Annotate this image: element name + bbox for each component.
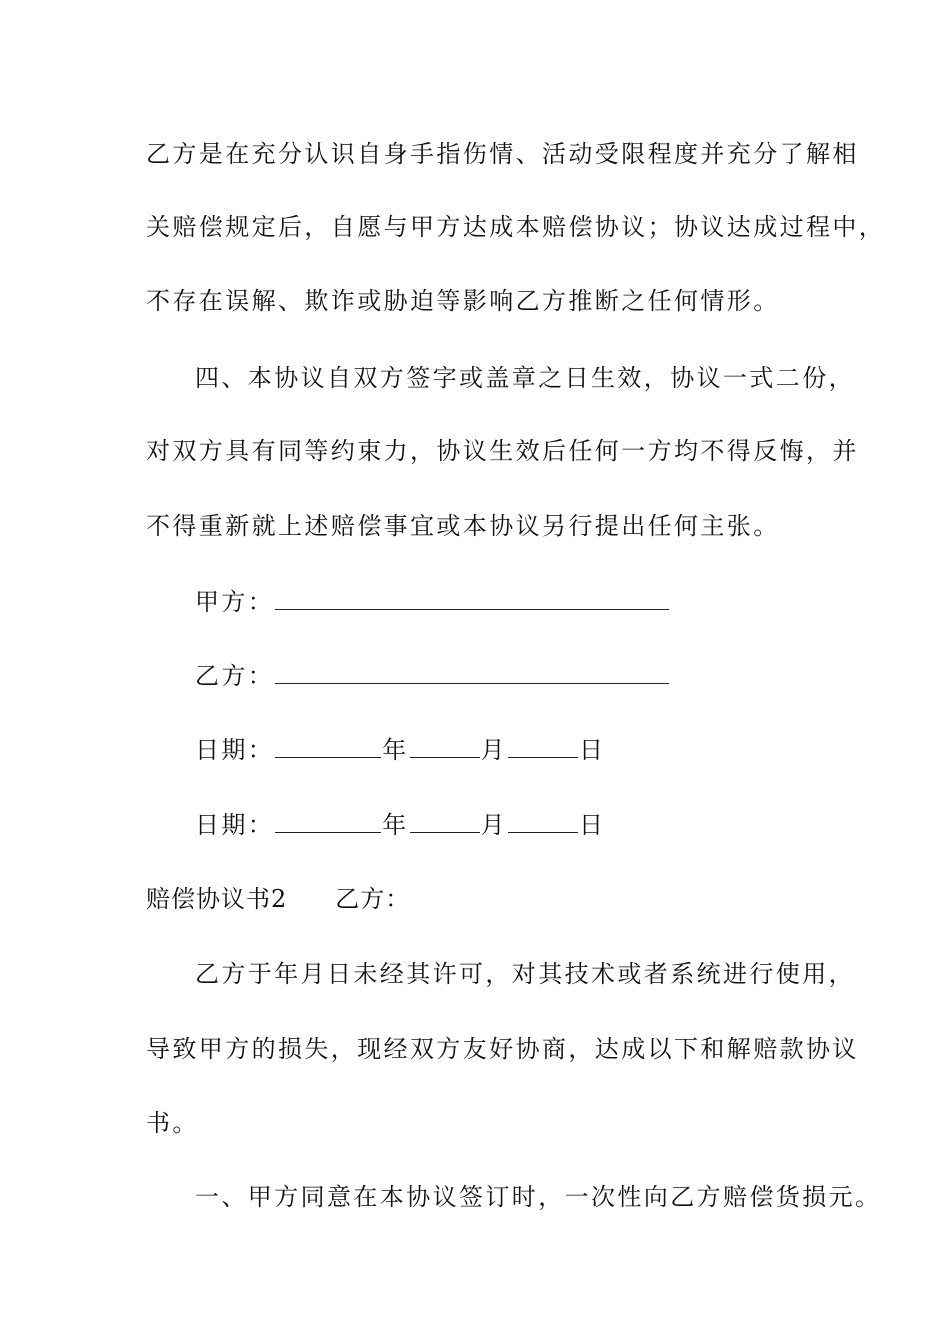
day-blank [508, 808, 578, 833]
p1-line2: 关赔偿规定后，自愿与甲方达成本赔偿协议；协议达成过程中， [146, 213, 886, 241]
p1-line1: 乙方是在充分认识自身手指伤情、活动受限程度并充分了解相 [146, 140, 859, 168]
p2-line1: 四、本协议自双方签字或盖章之日生效，协议一式二份， [195, 364, 855, 392]
year-blank [275, 808, 381, 833]
section2-heading: 赔偿协议书2 [146, 885, 288, 913]
party-b-label: 乙方： [195, 662, 275, 690]
p3-line3: 书。 [146, 1109, 199, 1137]
year-label: 年 [382, 811, 409, 839]
month-label: 月 [480, 736, 508, 764]
day-blank [508, 733, 578, 758]
p3-line1: 乙方于年月日未经其许可，对其技术或者系统进行使用， [195, 960, 855, 988]
party-b-signature-line [195, 659, 670, 692]
date-label: 日期： [195, 736, 275, 764]
month-blank [410, 733, 480, 758]
p3-line2: 导致甲方的损失，现经双方友好协商，达成以下和解赔款协议 [146, 1035, 859, 1063]
p1-line3: 不存在误解、欺诈或胁迫等影响乙方推断之任何情形。 [146, 287, 780, 315]
day-label: 日 [579, 811, 606, 839]
p4-line1: 一、甲方同意在本协议签订时，一次性向乙方赔偿货损元。 [195, 1183, 882, 1211]
year-label: 年 [382, 736, 409, 764]
party-a-signature-line [195, 585, 670, 618]
section2-heading-line [146, 883, 410, 915]
date-label: 日期： [195, 811, 275, 839]
p2-line3: 不得重新就上述赔偿事宜或本协议另行提出任何主张。 [146, 512, 780, 540]
year-blank [275, 733, 381, 758]
month-label: 月 [480, 811, 508, 839]
party-a-label: 甲方： [195, 588, 275, 616]
section2-party-b-label: 乙方： [335, 885, 411, 913]
party-a-blank [275, 585, 669, 610]
party-b-blank [275, 659, 669, 684]
day-label: 日 [579, 736, 606, 764]
p2-line2: 对双方具有同等约束力，协议生效后任何一方均不得反悔，并 [146, 437, 859, 465]
month-blank [410, 808, 480, 833]
date-line-1 [195, 733, 605, 766]
date-line-2 [195, 808, 605, 841]
